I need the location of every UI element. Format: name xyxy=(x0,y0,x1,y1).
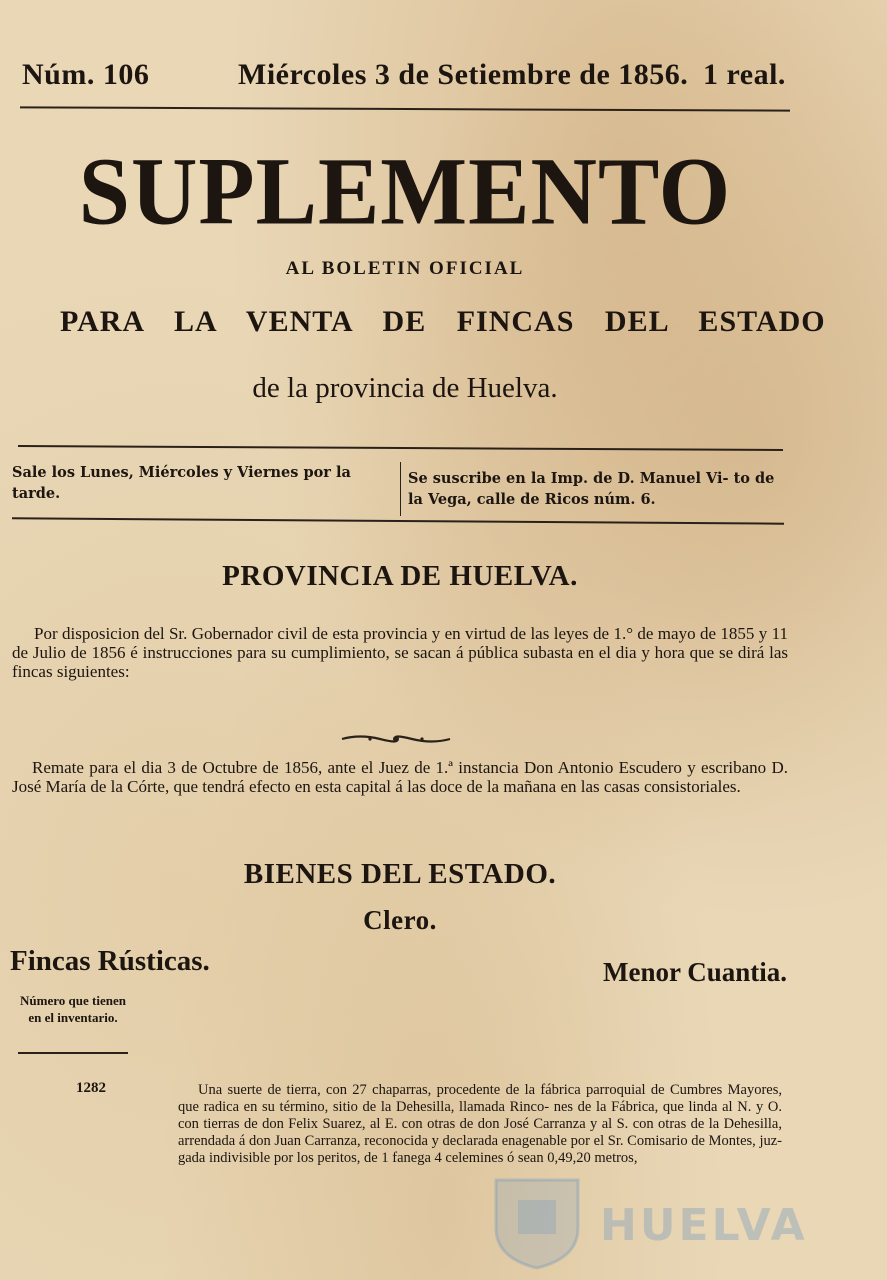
section-title: PROVINCIA DE HUELVA. xyxy=(222,560,578,592)
masthead-title: SUPLEMENTO xyxy=(78,137,732,245)
issue-price: 1 real. xyxy=(703,58,786,91)
masthead-subtitle-province: de la provincia de Huelva. xyxy=(252,372,558,404)
fincas-rusticas-title: Fincas Rústicas. xyxy=(10,945,210,977)
column-rule xyxy=(18,1052,128,1054)
subscription-info: Se suscribe en la Imp. de D. Manuel Vi- to de la Vega, calle de Ricos núm. 6. xyxy=(408,470,775,508)
issue-number: Núm. 106 xyxy=(22,58,150,91)
watermark-seal xyxy=(484,1170,590,1270)
intro-paragraph: Por disposicion del Sr. Gobernador civil de esta provincia y en virtud de las leyes de 1.° de mayo de 1855 y 11 de Julio de 1856 é instrucciones para su cumplimiento, se sacan á pública subasta en el dia y hora que se dirá las fincas siguientes: xyxy=(12,624,788,681)
masthead-subtitle-bulletin: AL BOLETIN OFICIAL xyxy=(285,258,525,279)
header-rule xyxy=(20,106,790,111)
info-top-rule xyxy=(18,445,783,451)
inventory-column-label: Número que tienen en el inventario. xyxy=(20,993,126,1025)
info-bottom-rule xyxy=(12,517,784,524)
entry-number: 1282 xyxy=(76,1080,106,1096)
menor-cuantia-title: Menor Cuantia. xyxy=(603,957,788,987)
info-divider xyxy=(400,462,401,516)
entry-text: Una suerte de tierra, con 27 chaparras, procedente de la fábrica parroquial de Cumbres Mayores, que radica en su término, sitio de la Dehesilla, llamada Rinco- nes de la Fábrica, que linda al N. y O. con tierras de don Felix Suarez, al E. con otras de don José Carranza y al S. con otras de la Dehesilla, arrendada á don Juan Carranza, reconocida y declarada enagenable por el Sr. Comisario de Montes, juz- gada indivisible por los peritos, de 1 fanega 4 celemines ó sean 0,49,20 metros, xyxy=(178,1082,782,1166)
auction-paragraph: Remate para el dia 3 de Octubre de 1856, ante el Juez de 1.ª instancia Don Antonio Escudero y escribano D. José María de la Córte, que tendrá efecto en esta capital á las doce de la mañana en las casas consistoriales. xyxy=(12,758,788,796)
masthead-subtitle-sale: PARA LA VENTA DE FINCAS DEL ESTADO xyxy=(60,305,826,338)
clero-title: Clero. xyxy=(363,905,437,935)
bienes-title: BIENES DEL ESTADO. xyxy=(243,858,557,890)
issue-date: Miércoles 3 de Setiembre de 1856. xyxy=(238,58,689,91)
watermark-text: HUELVA xyxy=(600,1200,808,1251)
ornament-divider xyxy=(340,729,452,739)
publication-schedule: Sale los Lunes, Miércoles y Viernes por la tarde. xyxy=(12,464,351,502)
